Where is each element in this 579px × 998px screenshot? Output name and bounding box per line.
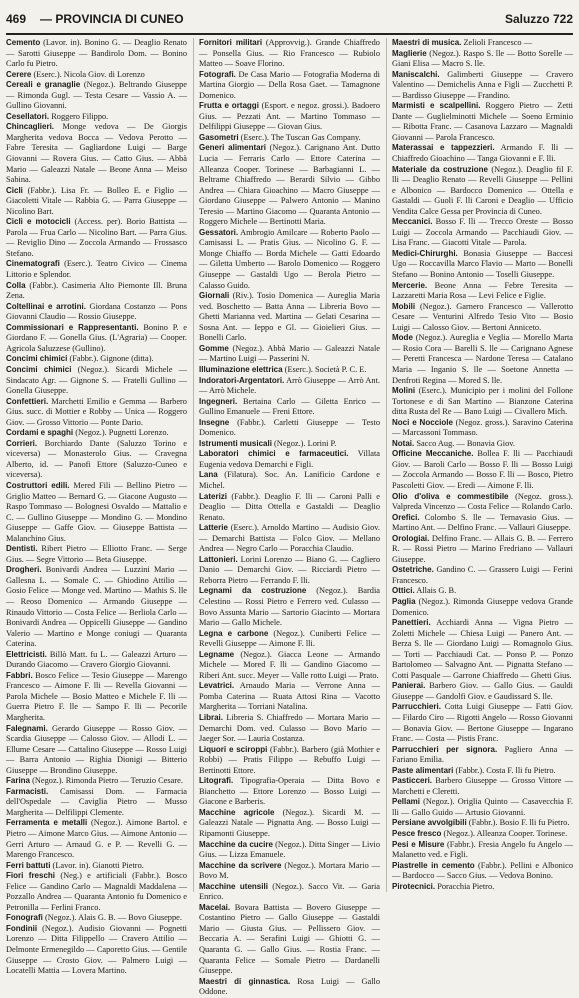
directory-entry	[6, 354, 187, 365]
directory-entry	[392, 492, 573, 513]
entry-text: (Negoz.). Mortara Mario — Bovo M.	[199, 860, 380, 881]
entry-text: Marchetti Emilio e Gemma — Barbero Gius. succ. di Mottier e Robby — Unica — Roggero Giov. — Grosso Vittorio — Ponte Dario.	[6, 396, 187, 427]
directory-entry	[6, 481, 187, 544]
category-heading: Maestri di ginnastica.	[199, 976, 291, 986]
category-heading: Fiori freschi	[6, 871, 56, 881]
directory-entry	[6, 861, 187, 872]
entry-text: (Neg.) e artificiali (Fabbr.). Bosco Felice — Gandino Carlo — Magnaldi Maddalena — Pozzallo Andrea — Quaranta Antonio fu Domenico e Petronilla — Ferlini Franco.	[6, 871, 187, 912]
entry-text: Lorini Lorenzo — Biano G. — Cagliero Danio — Demarchi Giov. — Ricciardi Pietro — Reborra Pietro — Ferrando F. lli.	[199, 554, 380, 585]
directory-entry	[199, 449, 380, 470]
category-heading: Commissionari e Rappresentanti.	[6, 322, 139, 332]
entry-text: De Casa Mario — Fotografia Moderna di Martina Giorgio — Della Rosa Gaet. — Tamagnone Domenico.	[199, 69, 380, 100]
category-heading: Farina	[6, 776, 31, 786]
directory-entry	[392, 281, 573, 302]
category-heading: Levatrici.	[199, 681, 235, 691]
category-heading: Macchine da scrivere	[199, 860, 282, 870]
category-heading: Mercerie.	[392, 280, 428, 290]
entry-text: (Negoz. gross.). Valpreda Vincenzo — Costa Felice — Rolando Carlo.	[392, 491, 574, 512]
category-heading: Panierai.	[392, 681, 426, 691]
directory-entry	[6, 428, 187, 439]
directory-entry	[6, 565, 187, 649]
entry-text: (Negoz.). Aimone Bartol. e Pietro — Aimone Marco Gius. — Aimone Antonio — Gerri Arturo — Arnaud G. e P. — Revelli G. — Marengo Francesco.	[6, 818, 188, 860]
category-heading: Cinematografi	[6, 259, 60, 269]
category-heading: Pesce fresco	[392, 829, 442, 839]
category-heading: Dentisti.	[6, 544, 38, 554]
directory-entry	[392, 618, 573, 681]
directory-entry	[199, 133, 380, 144]
header-rule	[6, 33, 573, 35]
directory-entry	[199, 523, 380, 555]
entry-text: (Esport. e negoz. grossi.). Badoero Gius. — Pezzati Ant. — Martino Tommaso — Delfilippi Giuseppe — Giovan Gius.	[199, 101, 380, 132]
entry-text: Cotta Luigi Giuseppe — Fatti Giov. — Filardo Ciro — Rigotti Angelo — Rosso Giovanni — Bonavia Giov. — Bertone Giuseppe — Ingarano Franc. — Costa — Pistis Franc.	[392, 702, 573, 744]
directory-entry	[199, 492, 380, 524]
category-heading: Laboratori chimici e farmaceutici.	[199, 449, 349, 459]
entry-text: Barbero Giuseppe — Grosso Vittore — Marchetti e Cleretti.	[392, 776, 573, 796]
entry-text: Bollea F. lli — Pacchiaudi Giov. — Baroli Carlo — Bosso F. lli — Bosso Luigi — Zoccola Armando — Bosso F. lli — Bosco, Pietro Pascoletti Giov. — Eredi — Aimone F. lli.	[392, 449, 573, 490]
directory-entry	[199, 143, 380, 227]
directory-entry	[6, 38, 187, 70]
directory-entry	[199, 470, 380, 491]
directory-entry	[392, 249, 573, 281]
entry-text: (Negoz.). Lorini P.	[274, 438, 337, 448]
entry-text: Rosa Luigi — Gallo Oddone.	[199, 976, 381, 997]
directory-entry	[6, 787, 187, 819]
directory-entry	[392, 513, 573, 534]
entry-text: (Lavor. in). Bonino G. — Deaglio Renato — Sarotti Giuseppe — Bandirolo Dom. — Bonino Carlo fu Pietro.	[6, 38, 187, 69]
category-heading: Materiale da costruzione	[392, 164, 488, 174]
category-heading: Fonografi	[6, 913, 43, 923]
category-heading: Fabbri.	[6, 670, 33, 680]
directory-entry	[6, 323, 187, 355]
directory-entry	[392, 418, 573, 439]
entry-text: (Negoz.). Audisio Giovanni — Pognetti Lorenzo — Ditta Filippello — Cravero Attilio — Delmonte Ermenegildo — Caporetto Gius. — Gentile Giuseppe — Crosto Giov. — Palmero Luigi — Locatelli Mattia — Lovera Martino.	[6, 923, 187, 976]
entry-text: (Fabbr.). Bosio F. lli fu Pietro.	[468, 818, 570, 828]
entry-text: (Eserc.). Municipio per i molini del Follone Tortonese e di San Martino — Bianzone Caterina ditta Rusta del Re — Bano Luigi — Civallero Mich.	[392, 386, 573, 417]
directory-entry	[199, 650, 380, 682]
directory-entry	[199, 418, 380, 439]
directory-entry	[392, 143, 573, 164]
entry-text: (Negoz.). Alleanza Cooper. Torinese.	[443, 829, 568, 839]
directory-entry	[199, 808, 380, 840]
entry-text: (Negoz.). Rimonda Pietro — Teruzio Cesare.	[32, 776, 183, 786]
category-heading: Giornali	[199, 291, 230, 301]
directory-entry	[6, 924, 187, 977]
category-heading: Parrucchieri per signora.	[392, 744, 498, 754]
directory-entry	[392, 586, 573, 597]
category-heading: Legnami da costruzione	[199, 586, 307, 596]
directory-entry	[199, 344, 380, 365]
entry-text: (Negoz.). Deaglio fil F. lli — Deaglio Renato — Revelli Giuseppe — Pellini e Albonico — Bardocco Domenico — Ottella e Gastaldi — Guoli F. lli Caroni e Deaglio — Ufficio Vendita Calce Gessa per Provincia di Cuneo.	[392, 164, 573, 216]
entry-text: Zelioli Francesco —	[463, 38, 533, 47]
directory-entry	[6, 724, 187, 777]
entry-text: Libreria S. Chiaffredo — Mortara Mario — Demarchi Dom. ved. Culasso — Bovo Mario — Jaeger Sor. — Lauria Costanza.	[199, 713, 380, 744]
directory-entry	[392, 38, 573, 49]
entry-text: Sacco Aug. — Bonavia Giov.	[416, 438, 515, 448]
entry-text: (Negoz.). Abbà Mario — Galeazzi Natale — Martino Luigi — Passerini N.	[199, 343, 380, 364]
directory-entry	[392, 439, 573, 450]
entry-text: (Negoz.). Origlia Quinto — Casavecchia F. lli — Gallo Guido — Artusio Giovanni.	[392, 797, 573, 817]
entry-text: (Fabbr.). Casimeria Alto Piemonte Ill. Bruna Zena.	[6, 280, 187, 301]
category-heading: Corrieri.	[6, 438, 38, 448]
directory-entry	[6, 818, 187, 860]
directory-entry	[392, 70, 573, 102]
entry-text: Colombo S. lle — Ternavasio Gius. — Martino Ant. — Delfino Franc. — Vallauri Giuseppe.	[392, 512, 573, 533]
entry-text: (Negoz.). Raspo S. lle — Botto Sorelle — Giani Elisa — Macro S. lle.	[392, 48, 573, 69]
entry-text: (Fabbr.). Costa F. lli fu Pietro.	[455, 765, 556, 775]
entry-text: Camisassi Dom. — Farmacia dell'Ospedale — Caviglia Pietro — Musso Margherita — Delfilippi Clemente.	[6, 786, 187, 817]
entry-text: Bonivardi Andrea — Luzzini Mario — Gallesna L. — Somale C. — Ghiodino Attilio — Gosio Felice — Monge ved. Martino — Mathis S. lle — Reoso Domenico — Armando Giuseppe — Rinaudo Vittorio — Costa Felice — Berliola Carlo — Bonivardi Andrea — Oppicelli Giuseppe — Gandino Valerio — Martino e Monge coniugi — Quaranta Caterina.	[6, 565, 187, 649]
category-heading: Marmisti e scalpellini.	[392, 101, 481, 111]
category-heading: Fotografi.	[199, 69, 236, 79]
directory-entry	[392, 861, 573, 882]
entry-text: (Negoz.). Cuniberti Felice — Revelli Giuseppe — Aimone F. lli.	[199, 628, 381, 649]
directory-entry	[392, 766, 573, 777]
listing-column-1	[6, 38, 188, 976]
entry-text: (Eserc.). The Tuscan Gas Company.	[240, 132, 361, 142]
entry-text: (Negoz.). Carignano Ant. Dutto Lucia — Ferraris Carlo — Ettore Caterina — Alleanza Cooper. Torinese — Barbagianni L. — Beltrame Chiaffredo — Berardi Silvio — Gibbo Andrea — Chiara Gioachino — Macro Giuseppe — Giordano Giuseppe — Palwero Antonio — Manino Teresio — Martino Giacomo — Quaranta Antonio — Roggero Michele — Bertinotti Maria.	[199, 143, 380, 227]
category-heading: Pesi e Misure	[392, 839, 445, 849]
category-heading: Coltellinai e arrotini.	[6, 301, 86, 311]
entry-text: Ribert Pietro — Elliotto Franc. — Serge Gius. — Segre Vittorio — Beta Giuseppe.	[6, 544, 187, 564]
category-heading: Gomme	[199, 343, 229, 353]
entry-text: Bonasia Giuseppe — Baccesi Ugo — Roccavilla Marco Flavio — Marto — Bonelli Stefano — Bonino Antonio — Toselli Giuseppe.	[392, 248, 573, 280]
entry-text: Arrò Giuseppe — Arrò Ant. — Arrò Michele.	[199, 375, 380, 396]
category-heading: Cicli	[6, 185, 23, 195]
directory-entry	[6, 122, 187, 185]
category-heading: Ferri battuti	[6, 860, 51, 870]
category-heading: Pellami	[392, 797, 421, 807]
entry-text: Giordana Costanzo — Pons Giovanni Claudio — Rossio Giuseppe.	[6, 301, 188, 322]
entry-text: Bertaina Carlo — Giletta Enrico — Gullino Emanuele — Freni Ettore.	[199, 396, 380, 417]
category-heading: Cereali e granaglie	[6, 80, 81, 90]
category-heading: Orologiai.	[392, 533, 430, 543]
category-heading: Drogheri.	[6, 565, 42, 575]
category-heading: Parrucchieri.	[392, 702, 441, 712]
directory-entry	[199, 745, 380, 777]
category-heading: Cesellatori.	[6, 111, 50, 121]
entry-text: (Negoz.). Garnero Francesco — Vallerotto Cesare — Venturini Alfredo Tesio Vito — Bosio Luigi — Calosso Giov. — Bertoni Anniceto.	[392, 301, 573, 332]
directory-entry	[199, 586, 380, 628]
category-heading: Falegnami.	[6, 723, 48, 733]
entry-text: (Fabbr.). Fresia Angelo fu Angelo — Malanetto ved. e Figli.	[392, 839, 573, 860]
entry-text: (Fabbr.). Deaglio F. lli — Caroni Palli e Deaglio — Ditta Ottella e Gastaldi — Deaglio Renato.	[199, 491, 380, 522]
directory-entry	[199, 291, 380, 344]
directory-entry	[199, 376, 380, 397]
category-heading: Legname	[199, 649, 235, 659]
directory-entry	[199, 397, 380, 418]
city-page-number: 722	[552, 12, 573, 26]
directory-entry	[392, 681, 573, 702]
entry-text: (Approvvig.). Grande Chiaffredo — Ponsella Gius. — Rio Francesco — Rubiolo Matteo — Soave Florino.	[199, 38, 380, 69]
entry-text: (Negoz.). Alais G. B. — Bovo Giuseppe.	[44, 913, 182, 923]
category-heading: Noci e Nocciole	[392, 417, 453, 427]
entry-text: (Fabbr.). Gignone (ditta).	[69, 354, 154, 364]
entry-text: Galimberti Giuseppe — Cravero Valentino — Demichelis Anna e Figli — Zucchetti P. — Bardisso Giuseppe — Frandino.	[392, 69, 573, 100]
directory-entry	[392, 797, 573, 818]
category-heading: Mode	[392, 333, 413, 343]
category-heading: Persiane avvolgibili	[392, 818, 467, 828]
entry-text: (Negoz.). Sicardi M. — Galeazzi Natale — Pignatta Ang. — Bosso Luigi — Ripamonti Giuseppe.	[199, 807, 381, 839]
category-heading: Librai.	[199, 713, 224, 722]
category-heading: Cicli e motocicli	[6, 217, 71, 227]
entry-text: (Lavor. in). Gianotti Pietro.	[52, 860, 144, 870]
entry-text: (Fabbr.). Barbero (già Mothier e Robbi) — Pratis Filippo — Rebuffo Luigi — Bertinotti Ettore.	[199, 744, 380, 775]
entry-text: Armando F. lli — Chiaffredo Gioachino — Tanga Giovanni e F. lli.	[392, 143, 573, 164]
category-heading: Costruttori edili.	[6, 480, 70, 490]
entry-text: Barbero Giov. — Gallo Gius. — Gauldi Giuseppe — Gandolfi Giov. e Gaudissard S. lle.	[392, 681, 573, 701]
directory-entry	[392, 333, 573, 386]
province-name: PROVINCIA DI CUNEO	[55, 12, 184, 26]
category-heading: Cerere	[6, 69, 32, 79]
directory-entry	[392, 882, 573, 893]
directory-entry	[199, 861, 380, 882]
entry-text: (Negoz. gross.). Saravino Caterina — Marcassoni Tommaso.	[392, 417, 573, 438]
directory-entry	[6, 913, 187, 924]
category-heading: Medici-Chirurghi.	[392, 248, 458, 258]
entry-text: (Eserc.). Teatro Civico — Cinema Littorio e Splendor.	[6, 259, 187, 280]
entry-text: Villata Eugenia vedova Demarchi e Figli.	[199, 449, 380, 469]
category-heading: Paste alimentari	[392, 765, 454, 775]
page-header	[6, 6, 573, 32]
category-heading: Confettieri.	[6, 396, 49, 406]
entry-text: Ambrogio Amilcare — Roberto Paolo — Camisassi L. — Pratis Gius. — Nicolino G. F. — Monge Chiaffo — Borda Michele — Gatti Edoardo — Giletta Umberto — Barolo Domenico — Roggero Giuseppe — Gastaldi Ugo — Berola Pietro — Calasso Guido.	[199, 227, 380, 290]
category-heading: Piastrelle in cemento	[392, 860, 475, 870]
directory-entry	[199, 713, 380, 745]
entry-text: Tipografia-Operaia — Ditta Bovo e Bianchetto — Ettore Lorenzo — Bosso Luigi — Giacone e Barberis.	[199, 776, 381, 807]
directory-entry	[392, 818, 573, 829]
entry-text: (Negoz.). Sacco Vit. — Garia Enrico.	[199, 881, 380, 902]
directory-entry	[199, 70, 380, 102]
category-heading: Lana	[199, 470, 218, 480]
entry-text: (Negoz.). Pugnetti Lorenzo.	[75, 428, 169, 438]
directory-entry	[6, 217, 187, 259]
category-heading: Pirotecnici.	[392, 881, 436, 891]
category-heading: Molini	[392, 386, 416, 396]
category-heading: Pasticceri.	[392, 776, 433, 786]
category-heading: Officine Meccaniche.	[392, 449, 474, 459]
category-heading: Maestri di musica.	[392, 38, 462, 47]
entry-text: Borchiardo Dante (Saluzzo Torino e viceversa) — Monasterolo Gius. — Cravegna Alberto, id. — Panofi Ettore (Saluzzo-Cuneo e viceversa).	[6, 438, 187, 480]
directory-entry	[199, 101, 380, 133]
directory-entry	[199, 681, 380, 713]
entry-text: Arnaudo Maria — Verrone Anna — Pomba Caterina — Ruata Attosi Rina — Vacotto Margherita — Torriani Natalina.	[199, 681, 380, 712]
directory-entry	[199, 882, 380, 903]
directory-entry	[6, 871, 187, 913]
directory-entry	[392, 745, 573, 766]
directory-entry	[6, 776, 187, 787]
entry-text: (Access. per). Borio Battista — Parola — Frua Carlo — Nicolino Bart. — Parra Gius. — Reviglio Dino — Zoccola Armando — Frossasco Stefano.	[6, 217, 187, 258]
category-heading: Farmacisti.	[6, 786, 49, 796]
entry-text: Poracchia Pietro.	[437, 881, 495, 891]
category-heading: Cemento	[6, 38, 41, 47]
category-heading: Ingegneri.	[199, 396, 238, 406]
directory-entry	[392, 101, 573, 143]
category-heading: Macelai.	[199, 902, 231, 912]
entry-text: (Negoz.). Sicardi Michele — Sindacato Agr. — Gignone S. — Fratelli Gullino — Gonella Giuseppe.	[6, 364, 187, 396]
city-name: Saluzzo	[504, 12, 550, 26]
listing-column-3	[386, 38, 573, 892]
directory-entry	[392, 386, 573, 418]
category-heading: Litografi.	[199, 776, 234, 786]
directory-entry	[6, 80, 187, 112]
directory-entry	[392, 217, 573, 249]
directory-entry	[199, 903, 380, 977]
directory-entry	[392, 597, 573, 618]
entry-text: Monge vedova — De Giorgis Margherita vedova Bocca — Vedova Perotto — Fabre Teresita — Gagliardone Luigi — Barge Giovanni — Rovera Gius. — Catto Gius. — Abbà Mario — Galeazzi Natale — Beone Anna — Meiso Sabina.	[6, 122, 188, 185]
directory-entry	[199, 365, 380, 376]
category-heading: Chincaglieri.	[6, 122, 55, 132]
category-heading: Macchine utensili	[199, 881, 268, 891]
category-heading: Illuminazione elettrica	[199, 364, 283, 374]
directory-entry	[199, 629, 380, 650]
directory-entry	[6, 186, 187, 218]
category-heading: Maglierie	[392, 48, 427, 58]
category-heading: Istrumenti musicali	[199, 438, 272, 448]
category-heading: Macchine da cucire	[199, 839, 273, 849]
entry-text: (Riv.). Tosio Domenica — Aureglia Maria ved. Boschetto — Batta Anna — Libreria Bovo — Ghetti Marianna ved. Martina — Gelati Cesarina — Sosna Ant. — Ieppo e Gl. — Gioielieri Gius. — Bonelli Carlo.	[199, 291, 380, 343]
directory-entry	[392, 702, 573, 744]
category-heading: Paglia	[392, 596, 416, 606]
category-heading: Ostetriche.	[392, 565, 434, 575]
entry-text: (Eserc.). Arnoldo Martino — Audisio Giov. — Demarchi Battista — Folco Giov. — Mellano Andrea — Negro Carlo — Poracchia Claudio.	[199, 523, 380, 554]
category-heading: Laterizi	[199, 491, 228, 501]
category-heading: Cordami e spaghi	[6, 428, 74, 438]
directory-entry	[199, 38, 380, 70]
entry-text: (Eserc.). Nicola Giov. di Lorenzo	[33, 69, 145, 79]
directory-entry	[6, 70, 187, 81]
listing-columns	[6, 38, 574, 997]
category-heading: Indoratori-Argentatori.	[199, 375, 285, 385]
category-heading: Frutta e ortaggi	[199, 101, 259, 111]
entry-text: Mered Fili — Bellino Pietro — Griglio Matteo — Bernard G. — Giacone Augusto — Raspo Tommaso — Bolognesi Osvaldo — Mattalio e C. — Gullino Giuseppe — Mondino G. — Mondino Giuseppe — Gaffe Giov. — Giuseppe Battista — Malanchino Gius.	[6, 480, 187, 543]
entry-text: (Fabbr.). Lisa Fr. — Bolleo E. e Figlio — Giacoletti Vitale — Rabbia G. — Parra Giuseppe — Nicolino Bart.	[6, 185, 187, 216]
category-heading: Generi alimentari	[199, 143, 266, 153]
entry-text: Delfino Franc. — Allais G. B. — Ferrero R. — Rossi Pietro — Marino Fredriano — Vallauri Giuseppe.	[392, 533, 573, 564]
directory-entry	[6, 112, 187, 123]
directory-entry	[392, 565, 573, 586]
entry-text: (Negoz.). Giacca Leone — Armando Michele — Mored F. lli — Gandino Giacomo — Riberi Ant. succ. Meyer — Valle rotto Luigi — Prato.	[199, 649, 381, 680]
entry-text: Bosco Felice — Tesio Giuseppe — Marengo Francesco — Aimone F. lli — Revella Giovanni — Parola Michele — Bosio Matteo e Michele F. lli — Guerra Pietro F. lle — Sampo F. lli — Pecorile Margherita.	[6, 670, 187, 722]
province-title: — PROVINCIA DI CUNEO	[40, 12, 184, 26]
category-heading: Orefici.	[392, 512, 420, 522]
category-heading: Maniscalchi.	[392, 69, 440, 79]
entry-text: Gerardo Giuseppe — Rosso Giov. — Scardia Giuseppe — Calosso Giov. — Allodi L. — Ellume Cesare — Cattalino Giuseppe — Rosso Luigi — Barra Antonio — Righia Dionigi — Bitterio Giuseppe — Brondino Giuseppe.	[6, 723, 187, 775]
category-heading: Fondinii	[6, 923, 38, 933]
directory-entry	[199, 977, 380, 998]
category-heading: Materassai e tappezzieri.	[392, 143, 495, 153]
category-heading: Concimi chimici	[6, 364, 72, 374]
city-header	[433, 12, 573, 26]
directory-entry	[392, 776, 573, 797]
directory-entry	[6, 439, 187, 481]
category-heading: Meccanici.	[392, 217, 433, 227]
category-heading: Legna e carbone	[199, 628, 269, 638]
directory-entry	[392, 829, 573, 840]
entry-text: Roggero Filippo.	[51, 111, 109, 121]
category-heading: Notai.	[392, 438, 415, 448]
directory-entry	[6, 544, 187, 565]
category-heading: Macchine agricole	[199, 807, 275, 817]
entry-text: Gandino C. — Grassero Luigi — Ferini Francesco.	[392, 565, 573, 585]
entry-text: (Eserc.). Società P. C. E.	[284, 364, 367, 374]
directory-entry	[6, 259, 187, 280]
entry-text: (Negoz.). Aureglia e Veglia — Morello Marta — Rosio Cora — Barelli S. lle — Carignano Agnese — Peretti Francesca — Nardone Teresa — Catalano Maria — Inganio S. lle — Soetone Annetta — Denfroti Regina — Mored S. lle.	[392, 333, 573, 385]
entry-text: Bovara Battista — Bovero Giuseppe — Costantino Pietro — Gallo Giuseppe — Gastaldi Mario — Giusta Gius. — Pellissero Giov. — Beccaria A. — Serafini Luigi — Ghiotti G. — Quaranta G. — Gallo Gius. — Rostia Franc. — Quaranta Felice — Somale Pietro — Dardanelli Giuseppe.	[199, 902, 381, 976]
category-heading: Insegne	[199, 417, 230, 427]
entry-text: (Negoz.). Beltrando Giuseppe — Rimonda Gugl. — Testa Cesare — Vassio A. — Gullino Giovanni.	[6, 80, 187, 111]
entry-text: Acchiardi Anna — Vigna Pietro — Zoletti Michele — Chiesa Luigi — Panero Ant. — Berza S. lle — Giordano Luigi — Romagnolo Gius. — Torti — Pacchiaudi Cat. — Ponso P. — Ponzo Bartolomeo — Salvagno Ant. — Pignatta Stefano — Cotti Pasquale — Garrone Chiaffredo — Ghetti Gius.	[392, 618, 573, 680]
category-heading: Panettieri.	[392, 618, 431, 628]
category-heading: Fornitori militari	[199, 38, 263, 47]
category-heading: Lattonieri.	[199, 554, 238, 564]
category-heading: Liquori e sciroppi	[199, 744, 268, 754]
entry-text: (Fabbr.). Pellini e Albonico — Bardocco — Sacco Gius. — Vedova Bonino.	[392, 860, 574, 881]
directory-entry	[6, 397, 187, 429]
entry-text: (Fabbr.). Carletti Giuseppe — Testo Domenico.	[199, 417, 380, 438]
entry-text: (Negoz.). Ditta Singer — Livio Gius. — Lizza Emanuele.	[199, 839, 380, 860]
directory-entry	[199, 555, 380, 587]
entry-text: Billò Matt. fu L. — Galeazzi Arturo — Durando Giacomo — Cravero Giorgio Giovanni.	[6, 649, 188, 670]
directory-entry	[6, 302, 187, 323]
directory-entry	[199, 840, 380, 861]
category-heading: Elettricisti.	[6, 649, 47, 659]
entry-text: (Negoz.). Rimonda Giuseppe vedova Grande Domenico.	[392, 596, 573, 617]
directory-entry	[199, 776, 380, 808]
category-heading: Latterie	[199, 523, 228, 533]
entry-text: Bosso F. lli — Trecco Oreste — Bosso Luigi — Zoccola Armando — Pacchiaudi Giov. — Lisa Franc. — Giacotti Vitale — Parola.	[392, 217, 573, 248]
directory-entry	[199, 228, 380, 291]
category-heading: Mobili	[392, 301, 416, 311]
directory-entry	[6, 650, 187, 671]
directory-entry	[392, 165, 573, 218]
directory-entry	[392, 49, 573, 70]
entry-text: (Negoz.). Bardia Celestino — Rossi Pietro e Ferrero ved. Culasso — Bovo Assunta Mario — Sartorio Giacinto — Mortara Mario — Gallo Michele.	[199, 586, 380, 628]
directory-entry	[392, 534, 573, 566]
category-heading: Colla	[6, 280, 26, 290]
entry-text: Pagliero Anna — Fariano Emilia.	[392, 744, 574, 765]
category-heading: Gessatori.	[199, 227, 239, 237]
category-heading: Gasometri	[199, 132, 239, 142]
listing-column-2	[193, 38, 381, 997]
category-heading: Ottici.	[392, 586, 415, 596]
directory-entry	[6, 671, 187, 724]
directory-entry	[392, 302, 573, 334]
directory-entry	[6, 365, 187, 397]
page-number: 469	[6, 12, 27, 26]
directory-entry	[392, 840, 573, 861]
entry-text: Roggero Pietro — Zetti Dante — Guglielminotti Michele — Soeno Erminio — Ribotta Franc. — Casanova Lazzaro — Magnaldi Giovanni — Parola Francesco.	[392, 101, 573, 142]
entry-text: Bonino P. e Giordano F. — Gonella Gius. (L'Agraria) — Cooper. Agricola Saluzzese (Gullino).	[6, 322, 187, 353]
category-heading: Olio d'oliva e commestibile	[392, 491, 509, 501]
entry-text: (Filatura). Soc. An. Lanificio Cardone e Michel.	[199, 470, 380, 490]
directory-entry	[392, 449, 573, 491]
category-heading: Concimi chimici	[6, 354, 68, 364]
entry-text: Allais G. B.	[416, 586, 457, 596]
entry-text: Beone Anna — Febre Teresita — Lazzaretti Maria Rosa — Levi Felice e Figlie.	[392, 280, 573, 301]
directory-entry	[6, 281, 187, 302]
category-heading: Ferramenta e metalli	[6, 818, 88, 828]
directory-entry	[199, 439, 380, 450]
